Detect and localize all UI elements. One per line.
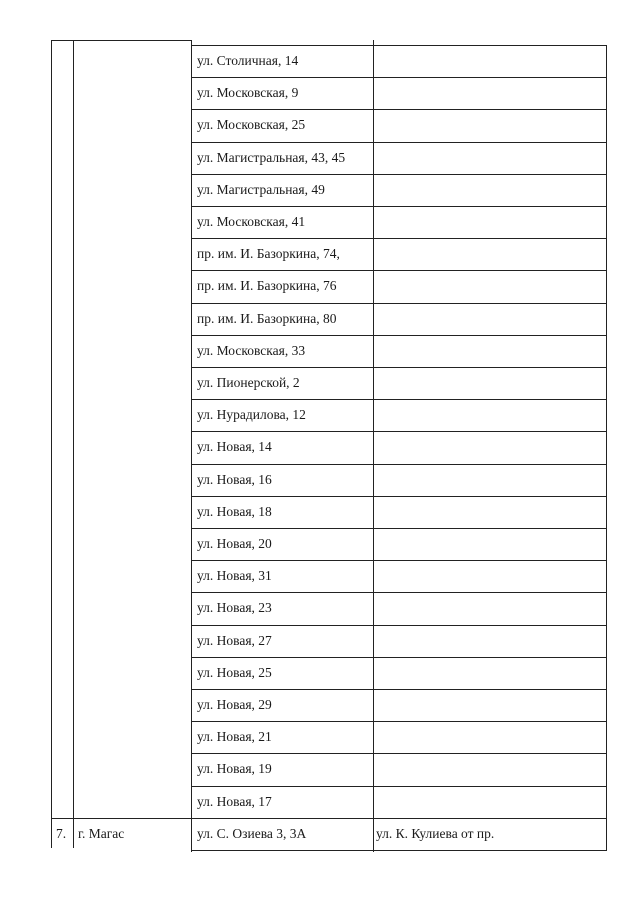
row-divider	[191, 303, 606, 304]
table-row	[0, 142, 640, 174]
address-text: ул. Московская, 9	[197, 85, 299, 101]
table-row	[0, 528, 640, 560]
table-row	[0, 625, 640, 657]
address-text: пр. им. И. Базоркина, 80	[197, 310, 337, 326]
table-row	[0, 496, 640, 528]
row-divider	[191, 625, 606, 626]
address-text: ул. Магистральная, 49	[197, 181, 325, 197]
address-text: ул. Московская, 41	[197, 214, 306, 229]
row-divider	[191, 109, 606, 110]
address-text: ул. Новая, 23	[197, 600, 272, 616]
address-text: ул. Новая, 25	[197, 664, 272, 680]
row-divider	[191, 431, 606, 432]
table-row	[0, 560, 640, 592]
table-row	[0, 592, 640, 624]
row-divider	[191, 721, 606, 722]
table-row	[0, 689, 640, 721]
address-text: пр. им. И. Базоркина, 74,	[197, 246, 340, 262]
table-row	[0, 657, 640, 689]
table-row	[0, 753, 640, 785]
address-text: ул. Новая, 19	[197, 761, 272, 777]
address-text: ул. Пионерской, 2	[197, 375, 300, 390]
row-divider	[191, 77, 606, 78]
table-row	[0, 45, 640, 77]
row-divider	[191, 367, 606, 368]
address-text: ул. Столичная, 14	[197, 53, 299, 68]
table-row	[0, 270, 640, 302]
address-text: ул. Нурадилова, 12	[197, 407, 306, 423]
address-text: ул. С. Озиева 3, 3А	[197, 825, 307, 841]
row-number: 7.	[56, 825, 67, 841]
address-text: ул. Московская, 25	[197, 117, 306, 133]
row-divider	[191, 399, 606, 400]
address-text: ул. Новая, 31	[197, 568, 272, 584]
row-divider	[191, 753, 606, 754]
row-divider	[191, 528, 606, 529]
table-row	[0, 721, 640, 753]
address-text: пр. им. И. Базоркина, 76	[197, 278, 337, 294]
address-text: ул. Новая, 29	[197, 697, 272, 712]
table-row	[0, 464, 640, 496]
row-divider	[191, 206, 606, 207]
row-divider	[191, 142, 606, 143]
table-row	[0, 303, 640, 335]
address-text: ул. Новая, 20	[197, 536, 272, 551]
address-text: ул. Новая, 16	[197, 471, 272, 487]
table-row	[0, 109, 640, 141]
table-row	[0, 238, 640, 270]
table-row	[0, 818, 640, 850]
table-top-border	[51, 40, 191, 41]
table-row	[0, 174, 640, 206]
address-text: ул. Новая, 21	[197, 729, 272, 745]
row-divider	[191, 560, 606, 561]
address-text: ул. Магистральная, 43, 45	[197, 149, 346, 165]
address-text: ул. Новая, 14	[197, 439, 272, 455]
row-divider	[191, 592, 606, 593]
address-text: ул. Новая, 17	[197, 793, 272, 809]
table-bottom-border	[191, 850, 606, 851]
table-row	[0, 399, 640, 431]
row-divider-full	[51, 818, 191, 819]
row-divider	[191, 818, 606, 819]
table-row	[0, 367, 640, 399]
row-divider	[191, 270, 606, 271]
address-text: ул. Новая, 18	[197, 503, 272, 519]
extra-text: ул. К. Кулиева от пр.	[376, 825, 495, 841]
row-divider	[191, 657, 606, 658]
row-divider	[191, 464, 606, 465]
row-divider	[191, 238, 606, 239]
address-text: ул. Новая, 27	[197, 632, 272, 648]
row-divider	[191, 45, 606, 46]
row-divider	[191, 335, 606, 336]
table-row	[0, 77, 640, 109]
city-name: г. Магас	[78, 825, 125, 841]
table-row	[0, 786, 640, 818]
row-divider	[191, 174, 606, 175]
row-divider	[191, 689, 606, 690]
row-divider	[191, 786, 606, 787]
address-text: ул. Московская, 33	[197, 342, 306, 358]
row-divider	[191, 496, 606, 497]
table-row	[0, 335, 640, 367]
table-row	[0, 206, 640, 238]
table-row	[0, 431, 640, 463]
